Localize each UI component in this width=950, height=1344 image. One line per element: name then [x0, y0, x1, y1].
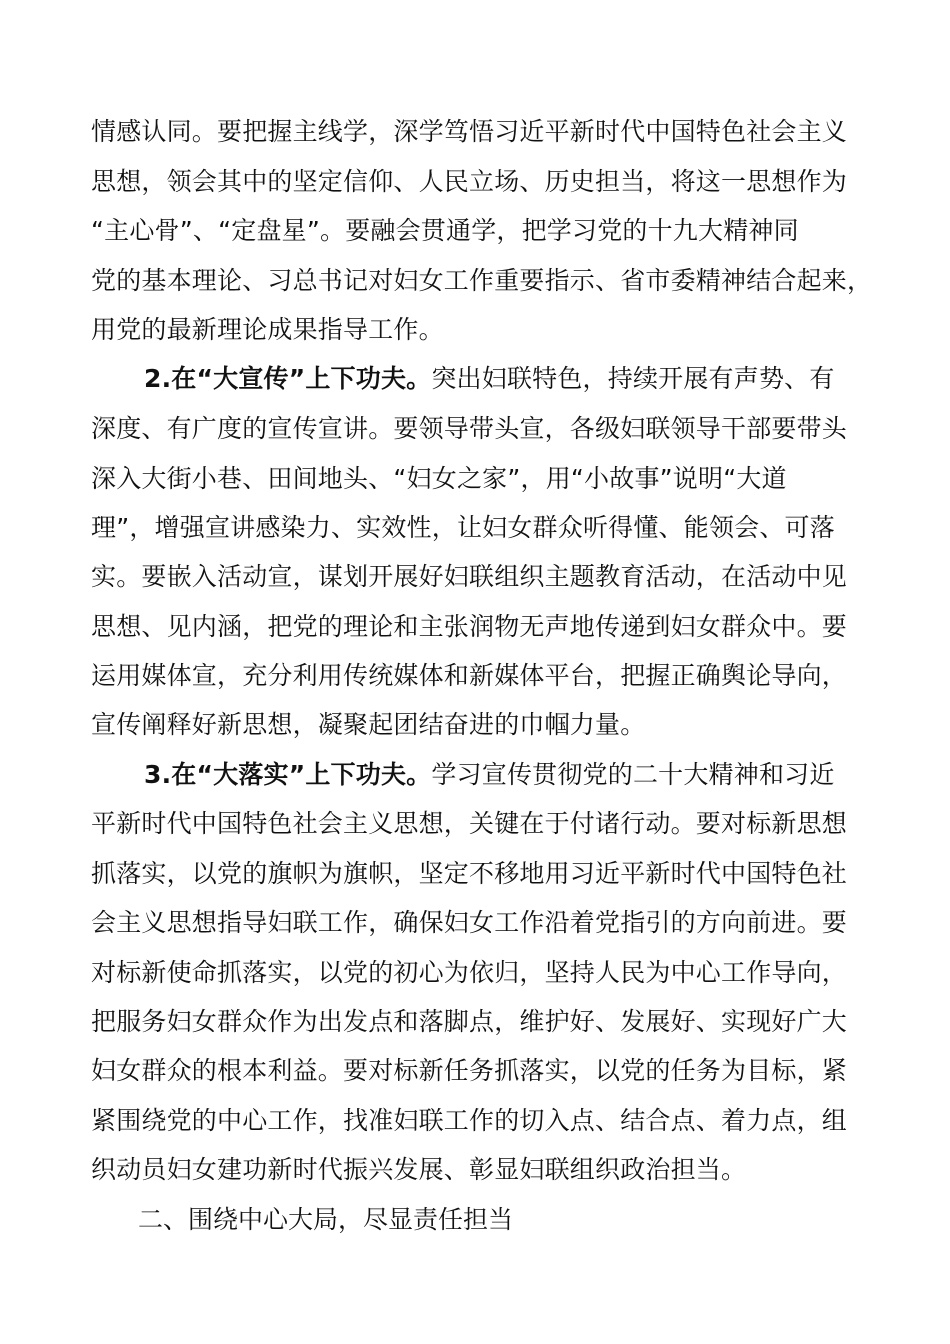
subheading-paragraph-3	[144, 757, 944, 793]
body-line: 理”，增强宣讲感染力、实效性，让妇女群众听得懂、能领会、可落	[91, 513, 835, 542]
body-line: 宣传阐释好新思想，凝聚起团结奋进的巾帼力量。	[91, 710, 646, 739]
body-line: 对标新使命抓落实，以党的初心为依归，坚持人民为中心工作导向，	[91, 958, 848, 987]
body-line: 妇女群众的根本利益。要对标新任务抓落实，以党的任务为目标，紧	[91, 1056, 848, 1085]
body-line: 深度、有广度的宣传宣讲。要领导带头宣，各级妇联领导干部要带头	[91, 414, 848, 443]
section-heading: 二、围绕中心大局，尽显责任担当	[138, 1205, 514, 1234]
body-line: 思想、见内涵，把党的理论和主张润物无声地传递到妇女群众中。要	[91, 612, 848, 641]
body-line: “主心骨”、“定盘星”。要融会贯通学，把学习党的十九大精神同	[91, 216, 799, 245]
body-line: 思想，领会其中的坚定信仰、人民立场、历史担当，将这一思想作为	[91, 167, 848, 196]
subheading-paragraph-2	[144, 361, 944, 397]
subheading-3: 3.在“大落实”上下功夫。	[144, 760, 432, 789]
body-line: 党的基本理论、习总书记对妇女工作重要指示、省市委精神结合起来，	[91, 266, 873, 295]
body-line: 织动员妇女建功新时代振兴发展、彰显妇联组织政治担当。	[91, 1155, 747, 1184]
body-line: 抓落实，以党的旗帜为旗帜，坚定不移地用习近平新时代中国特色社	[91, 859, 848, 888]
body-line: 运用媒体宣，充分利用传统媒体和新媒体平台，把握正确舆论导向，	[91, 661, 848, 690]
body-line: 会主义思想指导妇联工作，确保妇女工作沿着党指引的方向前进。要	[91, 908, 848, 937]
body-line: 紧围绕党的中心工作，找准妇联工作的切入点、结合点、着力点，组	[91, 1106, 848, 1135]
subheading-2: 2.在“大宣传”上下功夫。	[144, 364, 432, 393]
body-line: 用党的最新理论成果指导工作。	[91, 315, 444, 344]
body-line: 深入大街小巷、田间地头、“妇女之家”，用“小故事”说明“大道	[91, 464, 787, 493]
body-text: 学习宣传贯彻党的二十大精神和习近	[431, 760, 835, 789]
body-line: 实。要嵌入活动宣，谋划开展好妇联组织主题教育活动，在活动中见	[91, 562, 848, 591]
body-line: 情感认同。要把握主线学，深学笃悟习近平新时代中国特色社会主义	[91, 117, 848, 146]
body-text: 突出妇联特色，持续开展有声势、有	[431, 364, 835, 393]
body-line: 平新时代中国特色社会主义思想，关键在于付诸行动。要对标新思想	[91, 809, 848, 838]
body-line: 把服务妇女群众作为出发点和落脚点，维护好、发展好、实现好广大	[91, 1007, 848, 1036]
